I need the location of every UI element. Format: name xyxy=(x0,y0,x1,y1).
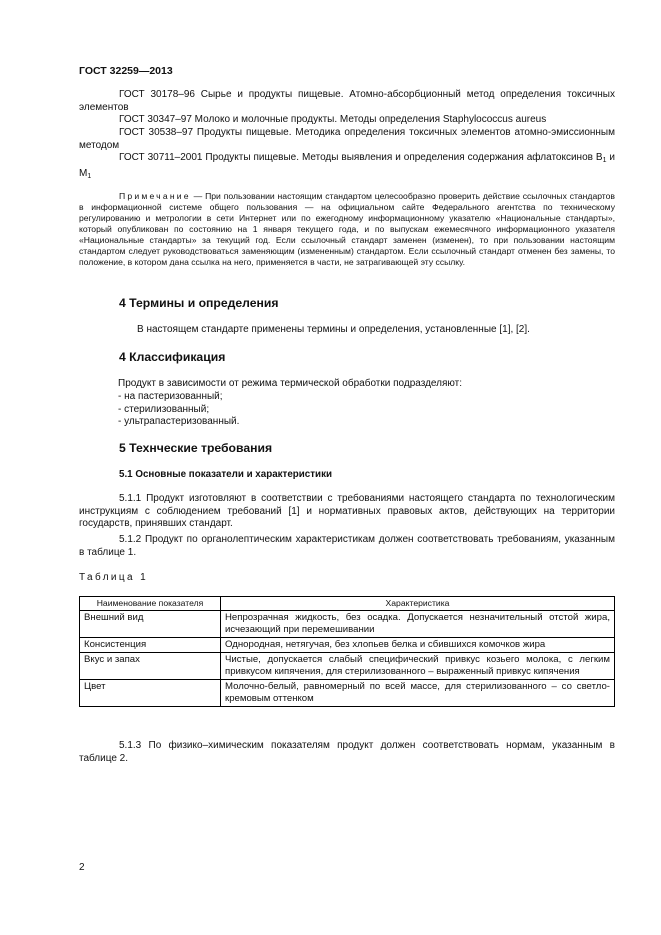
page-number: 2 xyxy=(79,862,85,873)
table-cell: Вкус и запах xyxy=(80,652,221,679)
table-header-cell: Характеристика xyxy=(221,597,615,611)
table-cell: Непрозрачная жидкость, без осадка. Допускается незначительный отстой жира, исчезающий при перемешивании xyxy=(221,610,615,637)
table-1 xyxy=(79,596,615,707)
table-header-cell: Наименование показателя xyxy=(80,597,221,611)
reference-item: ГОСТ 30178–96 Сырье и продукты пищевые. Атомно-абсорбционный метод определения токсичных элементов xyxy=(79,89,615,113)
reference-item: ГОСТ 30538–97 Продукты пищевые. Методика определения токсичных элементов атомно-эмиссионным методом xyxy=(79,127,615,151)
table-cell: Однородная, нетягучая, без хлопьев белка и сбившихся комочков жира xyxy=(221,637,615,652)
paragraph-5-1-1: 5.1.1 Продукт изготовляют в соответствии с требованиями настоящего стандарта по технологическим инструкциям с соблюдением требований [1] и нормативных правовых актов, действующих на территории государств, принявших стандарт. xyxy=(79,493,615,529)
section-title: 4 Термины и определения xyxy=(119,296,279,310)
table-caption: Таблица 1 xyxy=(79,572,149,583)
section-title: 4 Классификация xyxy=(119,350,226,364)
reference-item: ГОСТ 30711–2001 Продукты пищевые. Методы выявления и определения содержания афлатоксинов $В_1$ и $М_1$ xyxy=(79,152,615,180)
classification-intro: Продукт в зависимости от режима термической обработки подразделяют: xyxy=(118,378,463,389)
document-code-header: ГОСТ 32259—2013 xyxy=(79,65,173,77)
list-item: - на пастеризованный; xyxy=(118,391,223,402)
note-paragraph: Примечание — При пользовании настоящим стандартом целесообразно проверить действие ссылочных стандартов в информационной системе общего пользования — на официальном сайте Федерального агентства по техническому регулированию и метрологии в сети Интернет или по ежегодному информационному указателю «Национальные стандарты», который опубликован по состоянию на 1 января текущего года, и по выпускам ежемесячного информационного указателя «Национальные стандарты» за текущий год. Если ссылочный стандарт заменен (изменен), то при пользовании настоящим стандартом следует руководствоваться заменяющим (измененным) стандартом. Если ссылочный стандарт отменен без замены, то положение, в котором дана ссылка на него, применяется в части, не затрагивающей эту ссылку. xyxy=(79,191,615,267)
table-row xyxy=(80,637,615,652)
section-title: 5 Технческие требования xyxy=(119,441,273,455)
table-cell: Молочно-белый, равномерный по всей массе, для стерилизованного – со светло-кремовым оттенком xyxy=(221,679,615,706)
table-header-row xyxy=(80,597,615,611)
subsection-title: 5.1 Основные показатели и характеристики xyxy=(119,469,332,480)
table-cell: Внешний вид xyxy=(80,610,221,637)
paragraph-5-1-2: 5.1.2 Продукт по органолептическим характеристикам должен соответствовать требованиям, указанным в таблице 1. xyxy=(79,534,615,558)
paragraph-5-1-3: 5.1.3 По физико–химическим показателям продукт должен соответствовать нормам, указанным в таблице 2. xyxy=(79,740,615,764)
table-row xyxy=(80,679,615,706)
list-item: - стерилизованный; xyxy=(118,404,210,415)
table-cell: Консистенция xyxy=(80,637,221,652)
section-text: В настоящем стандарте применены термины и определения, установленные [1], [2]. xyxy=(137,324,530,335)
table-cell: Цвет xyxy=(80,679,221,706)
table-row xyxy=(80,610,615,637)
reference-item: ГОСТ 30347–97 Молоко и молочные продукты. Методы определения Staphylococcus aureus xyxy=(119,114,547,125)
table-cell: Чистые, допускается слабый специфический привкус козьего молока, с легким привкусом кипячения, для стерилизованного – выраженный привкус кипячения xyxy=(221,652,615,679)
table-row xyxy=(80,652,615,679)
list-item: - ультрапастеризованный. xyxy=(118,416,240,427)
note-label: Примечание xyxy=(119,191,191,201)
